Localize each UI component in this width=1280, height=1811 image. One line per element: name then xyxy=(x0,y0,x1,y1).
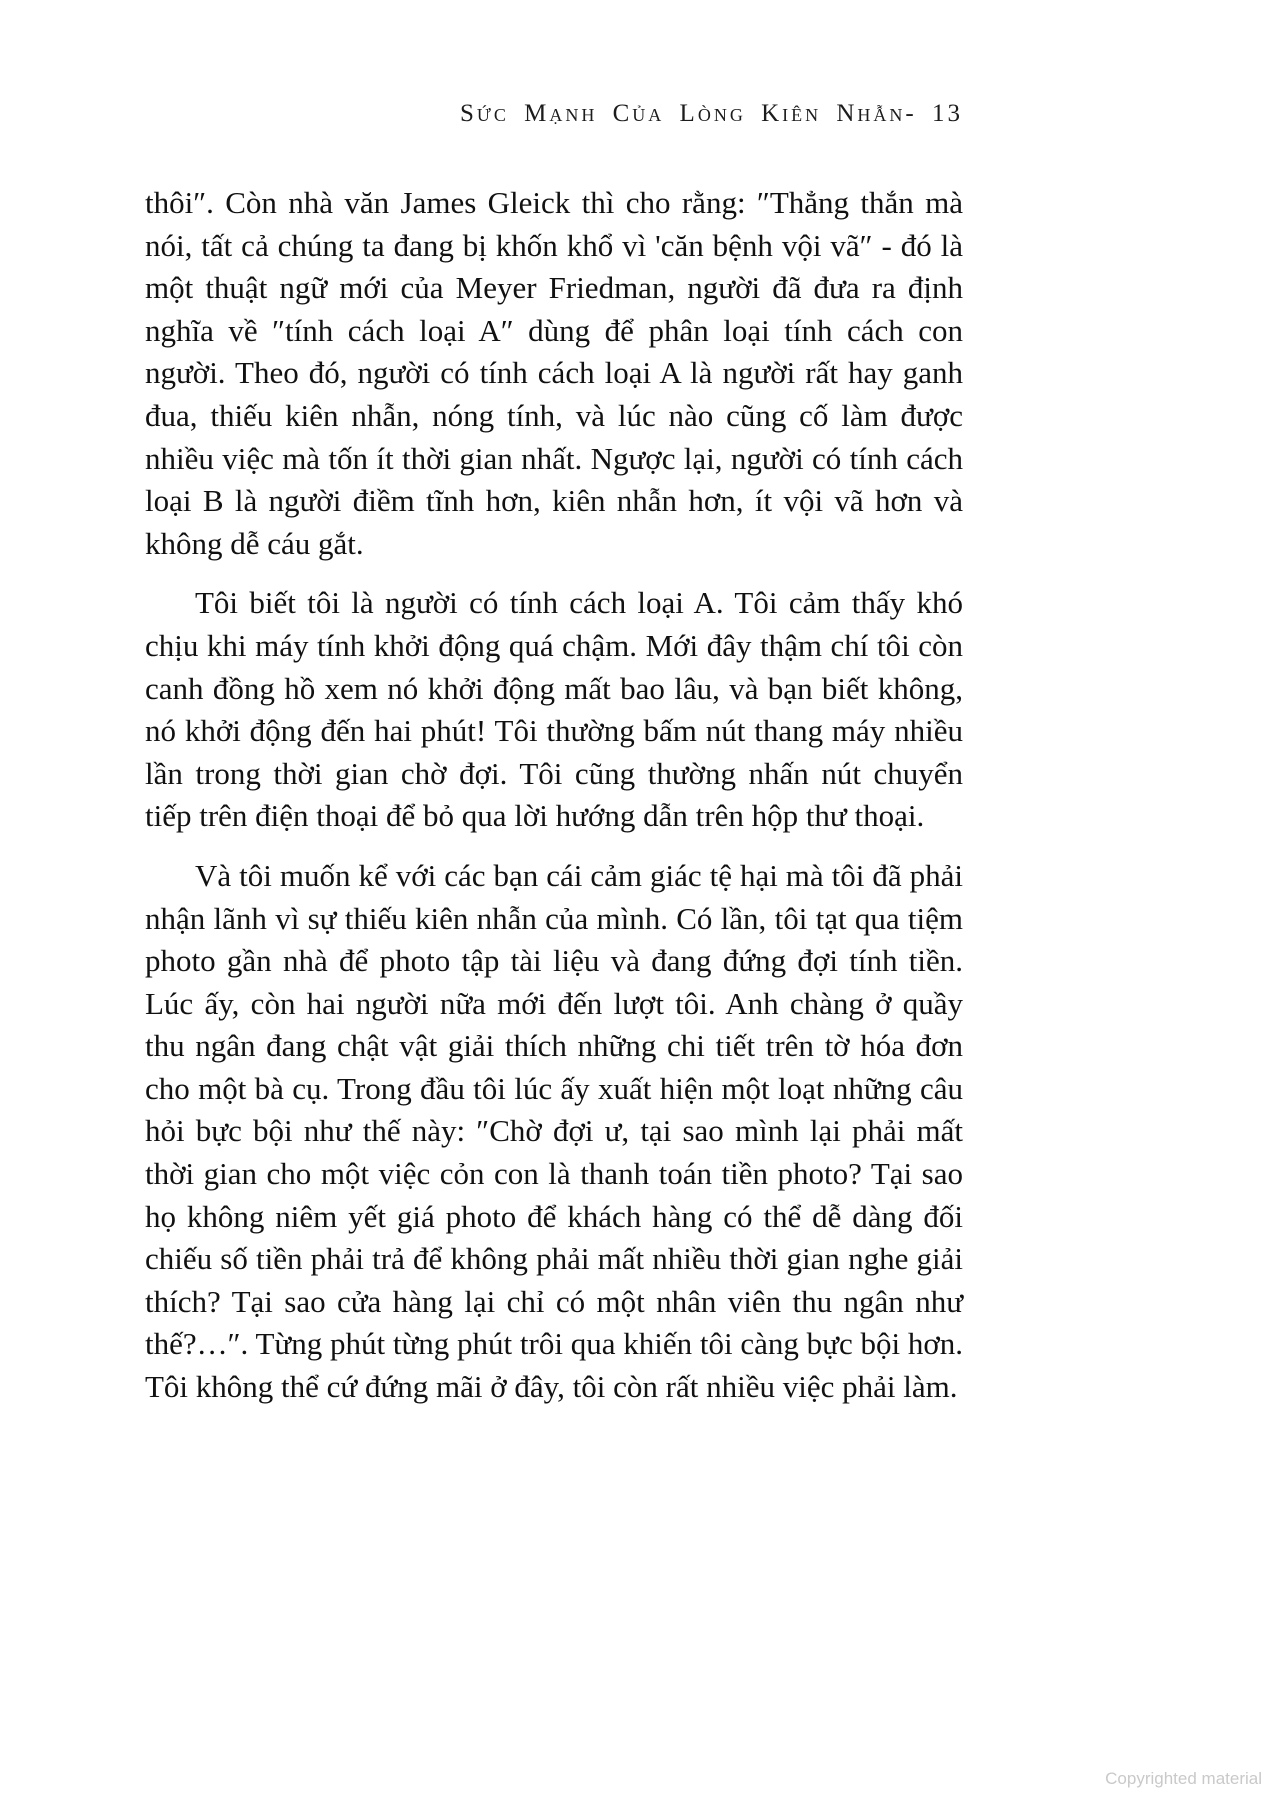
page-body xyxy=(145,182,963,1426)
copyright-watermark: Copyrighted material xyxy=(1105,1769,1262,1788)
running-header: Sức Mạnh Của Lòng Kiên Nhẫn- 13 xyxy=(460,100,963,127)
paragraph: Tôi biết tôi là người có tính cách loại A. Tôi cảm thấy khó chịu khi máy tính khởi động quá chậm. Mới đây thậm chí tôi còn canh đồng hồ xem nó khởi động mất bao lâu, và bạn biết không, nó khởi động đến hai phút! Tôi thường bấm nút thang máy nhiều lần trong thời gian chờ đợi. Tôi cũng thường nhấn nút chuyển tiếp trên điện thoại để bỏ qua lời hướng dẫn trên hộp thư thoại. xyxy=(145,585,963,834)
paragraph: thôi″. Còn nhà văn James Gleick thì cho rằng: ″Thẳng thắn mà nói, tất cả chúng ta đang bị khốn khổ vì 'căn bệnh vội vã″ - đó là một thuật ngữ mới của Meyer Friedman, người đã đưa ra định nghĩa về ″tính cách loại A″ dùng để phân loại tính cách con người. Theo đó, người có tính cách loại A là người rất hay ganh đua, thiếu kiên nhẫn, nóng tính, và lúc nào cũng cố làm được nhiều việc mà tốn ít thời gian nhất. Ngược lại, người có tính cách loại B là người điềm tĩnh hơn, kiên nhẫn hơn, ít vội vã hơn và không dễ cáu gắt. xyxy=(145,185,963,561)
paragraph: Và tôi muốn kể với các bạn cái cảm giác tệ hại mà tôi đã phải nhận lãnh vì sự thiếu kiên nhẫn của mình. Có lần, tôi tạt qua tiệm photo gần nhà để photo tập tài liệu và đang đứng đợi tính tiền. Lúc ấy, còn hai người nữa mới đến lượt tôi. Anh chàng ở quầy thu ngân đang chật vật giải thích những chi tiết trên tờ hóa đơn cho một bà cụ. Trong đầu tôi lúc ấy xuất hiện một loạt những câu hỏi bực bội như thế này: ″Chờ đợi ư, tại sao mình lại phải mất thời gian cho một việc cỏn con là thanh toán tiền photo? Tại sao họ không niêm yết giá photo để khách hàng có thể dễ dàng đối chiếu số tiền phải trả để không phải mất nhiều thời gian nghe giải thích? Tại sao cửa hàng lại chỉ có một nhân viên thu ngân như thế?…″. Từng phút từng phút trôi qua khiến tôi càng bực bội hơn. Tôi không thể cứ đứng mãi ở đây, tôi còn rất nhiều việc phải làm. xyxy=(145,857,963,1405)
